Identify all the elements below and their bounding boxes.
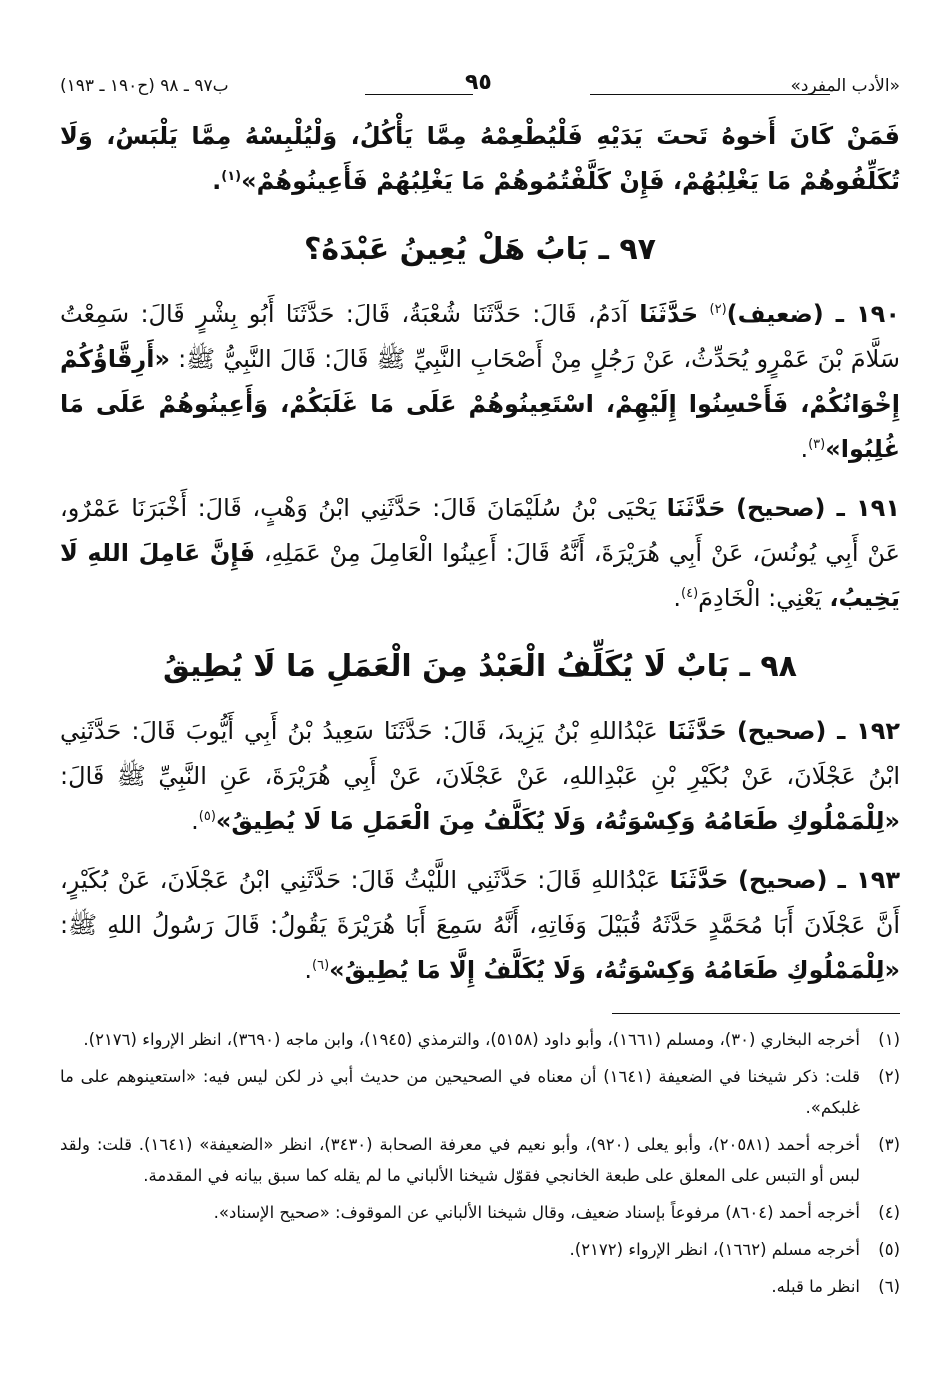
narration-chain: يَحْيَى بْنُ سُلَيْمَانَ قَالَ: حَدَّثَنِي ابْنُ وَهْبٍ، قَالَ: أَخْبَرَنَا عَمْرٌو، عَنْ أَبِي يُونُسَ، عَنْ أَبِي هُرَيْرَةَ، أَنَّهُ قَالَ: أَعِينُوا الْعَامِلَ مِنْ عَمَلِهِ، xyxy=(60,494,901,567)
narration-word: حَدَّثَنَا xyxy=(639,300,699,328)
chapter-range: ب٩٧ ـ ٩٨ (ح١٩٠ ـ ١٩٣) xyxy=(60,76,229,96)
hadith-paragraph xyxy=(60,292,900,472)
punctuation: . xyxy=(800,435,809,463)
narration-chain: عَبْدُاللهِ بْنُ يَزِيدَ، قَالَ: حَدَّثَنَا سَعِيدُ بْنُ أَبِي أَيُّوبَ قَالَ: حَدَّثَنِي ابْنُ عَجْلَانَ، عَنْ بُكَيْرِ بْنِ عَبْدِاللهِ، عَنْ عَجْلَانَ، عَنْ أَبِي هُرَيْرَةَ، عَنِ النَّبِيِّ ﷺ قَالَ: xyxy=(60,717,900,790)
footnote-ref: (١) xyxy=(221,169,242,184)
footnote-text: أخرجه البخاري (٣٠)، ومسلم (١٦٦١)، وأبو داود (٥١٥٨)، والترمذي (١٩٤٥)، وابن ماجه (٣٦٩٠)، انظر الإرواء (٢١٧٦). xyxy=(83,1030,860,1049)
hadith-number: ١٩٢ ـ (صحيح) xyxy=(736,717,900,745)
hadith-text: «لِلْمَمْلُوكِ طَعَامُهُ وَكِسْوَتُهُ، وَلَا يُكَلَّفُ مِنَ الْعَمَلِ مَا لَا يُطِيقُ» xyxy=(215,807,900,835)
hadith-number: ١٩٠ ـ (ضعيف) xyxy=(726,300,900,328)
footnote-number: (٦) xyxy=(878,1277,900,1296)
hadith-text: فَإِنَّ عَامِلَ اللهِ لَا يَخِيبُ، xyxy=(60,539,900,612)
hadith-paragraph xyxy=(60,709,900,844)
opening-paragraph xyxy=(60,114,900,204)
footnote-ref: (٥) xyxy=(198,809,216,824)
narration-chain: عَبْدُاللهِ قَالَ: حَدَّثَنِي اللَّيْثُ قَالَ: حَدَّثَنِي ابْنُ عَجْلَانَ، عَنْ بُكَيْرٍ، أَنَّ عَجْلَانَ أَبَا مُحَمَّدٍ حَدَّثَهُ قُبَيْلَ وَفَاتِهِ، أَنَّهُ سَمِعَ أَبَا هُرَيْرَةَ يَقُولُ: قَالَ رَسُولُ اللهِ ﷺ: xyxy=(60,866,900,939)
page-number: ٩٥ xyxy=(465,70,492,95)
punctuation: . xyxy=(673,584,682,612)
chapter-title: ٩٧ ـ بَابُ هَلْ يُعِينُ عَبْدَهُ؟ xyxy=(304,232,656,267)
opening-text: فَمَنْ كَانَ أَخوهُ تَحتَ يَدَيْهِ فَلْيُطْعِمْهُ مِمَّا يَأْكُلُ، وَلْيُلْبِسْهُ مِمَّا يَلْبَسُ، وَلَا تُكَلِّفُوهُمْ مَا يَغْلِبُهُمْ، فَإِنْ كَلَّفْتُمُوهُمْ مَا يَغْلِبُهُمْ فَأَعِينُوهُمْ» xyxy=(60,122,900,195)
footnote-text: انظر ما قبله. xyxy=(771,1277,860,1296)
footnote-ref: (٦) xyxy=(312,958,330,973)
narration-word: حَدَّثَنَا xyxy=(666,494,726,522)
hadith-number: ١٩١ ـ (صحيح) xyxy=(736,494,900,522)
footnote xyxy=(60,1129,900,1191)
footnote xyxy=(60,1271,900,1302)
footnote-ref: (٤) xyxy=(681,586,699,601)
header-rule xyxy=(590,94,830,95)
footnote-ref: (٣) xyxy=(808,437,826,452)
footnote-number: (١) xyxy=(878,1030,900,1049)
narration-word: حَدَّثَنَا xyxy=(667,717,727,745)
footnote xyxy=(60,1061,900,1123)
footnote-ref: (٢) xyxy=(709,302,727,317)
hadith-paragraph xyxy=(60,858,900,993)
footnote-number: (٢) xyxy=(878,1067,900,1086)
footnote xyxy=(60,1197,900,1228)
book-title: «الأدب المفرد» xyxy=(790,76,900,96)
hadith-number: ١٩٣ ـ (صحيح) xyxy=(737,866,900,894)
footnote-separator xyxy=(612,1013,900,1014)
narration-chain: آدَمُ، قَالَ: حَدَّثَنَا شُعْبَةُ، قَالَ: حَدَّثَنَا أَبُو بِشْرٍ قَالَ: سَمِعْتُ سَلَّامَ بْنَ عَمْرٍو يُحَدِّثُ، عَنْ رَجُلٍ مِنْ أَصْحَابِ النَّبِيِّ ﷺ قَالَ: قَالَ النَّبِيُّ ﷺ: xyxy=(60,300,900,373)
hadith-text: «لِلْمَمْلُوكِ طَعَامُهُ وَكِسْوَتُهُ، وَلَا يُكَلَّفُ إِلَّا مَا يُطِيقُ» xyxy=(329,956,900,984)
header-rule xyxy=(365,94,473,95)
footnote-text: أخرجه مسلم (١٦٦٢)، انظر الإرواء (٢١٧٢). xyxy=(569,1240,860,1259)
footnote-number: (٤) xyxy=(878,1203,900,1222)
footnote-text: أخرجه أحمد (٨٦٠٤) مرفوعاً بإسناد ضعيف، وقال شيخنا الألباني عن الموقوف: «صحيح الإسناد». xyxy=(213,1203,860,1222)
punctuation: . xyxy=(212,167,222,195)
chapter-title: ٩٨ ـ بَابٌ لَا يُكَلِّفُ الْعَبْدُ مِنَ الْعَمَلِ مَا لَا يُطِيقُ xyxy=(163,649,797,684)
footnote xyxy=(60,1024,900,1055)
explanation: يَعْنِي: الْخَادِمَ xyxy=(698,584,822,612)
hadith-paragraph xyxy=(60,486,900,621)
footnote-text: أخرجه أحمد (٢٠٥٨١)، وأبو يعلى (٩٢٠)، وأبو نعيم في معرفة الصحابة (٣٤٣٠)، انظر «الضعيفة» (١٦٤١). قلت: ولقد لبس أو التبس على المعلق على طبعة الخانجي فقوّل شيخنا الألباني ما لم يقله كما سبق بيانه في المقدمة. xyxy=(60,1135,860,1185)
footnote xyxy=(60,1234,900,1265)
book-page xyxy=(60,70,900,1308)
punctuation: . xyxy=(304,956,312,984)
hadith-text: «أَرِقَّاؤُكُمْ إِخْوَانُكُمْ، فَأَحْسِنُوا إِلَيْهِمْ، اسْتَعِينُوهُمْ عَلَى مَا غَلَبَكُمْ، وَأَعِينُوهُمْ عَلَى مَا غُلِبُوا» xyxy=(60,345,900,463)
footnote-number: (٥) xyxy=(878,1240,900,1259)
footnotes xyxy=(60,1024,900,1302)
narration-word: حَدَّثَنَا xyxy=(669,866,729,894)
running-header xyxy=(60,70,900,114)
punctuation: . xyxy=(191,807,199,835)
footnote-number: (٣) xyxy=(878,1135,900,1154)
footnote-text: قلت: ذكر شيخنا في الضعيفة (١٦٤١) أن معناه في الصحيحين من حديث أبي ذر لكن ليس فيه: «استعينوهم على ما غلبكم». xyxy=(60,1067,860,1117)
